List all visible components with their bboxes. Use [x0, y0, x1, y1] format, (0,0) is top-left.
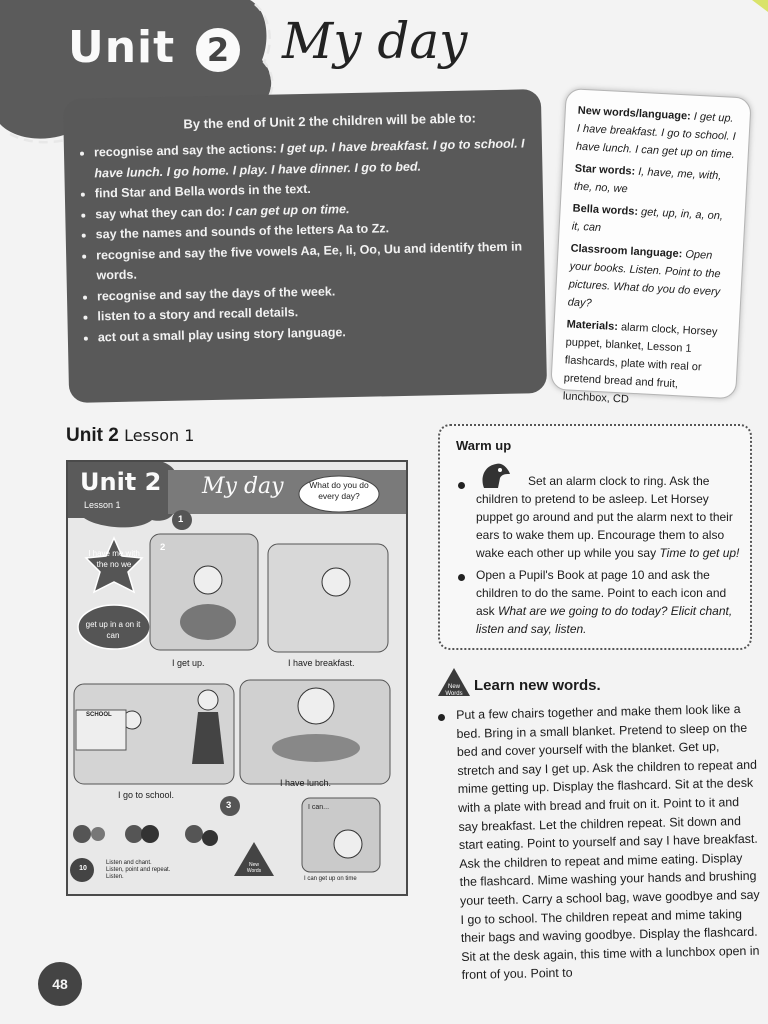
pupil-page-lesson: Lesson 1	[84, 500, 121, 510]
new-words-badge: New Words	[445, 684, 463, 697]
materials: Materials: alarm clock, Horsey puppet, blanket, Lesson 1 flashcards, plate with real or pretend bread and fruit, lunchbox, CD	[562, 318, 718, 406]
school-sign: SCHOOL	[86, 712, 112, 718]
objective-example: I can get up on time.	[228, 201, 350, 219]
star-words-shape: I have me with the no we	[88, 549, 140, 569]
caption-school: I go to school.	[118, 790, 175, 800]
lesson-heading-lesson: Lesson 1	[124, 426, 195, 445]
picture-number: 3	[226, 800, 232, 811]
new-words: New words/language: I get up. I have breakfast. I go to school. I have lunch. I can get up on time.	[575, 104, 736, 161]
objective-text: say what they can do:	[95, 204, 229, 221]
caption-breakfast: I have breakfast.	[288, 658, 355, 668]
unit-number-badge: 2	[196, 28, 240, 72]
unit-title: My day	[282, 12, 468, 70]
objective-text: say the names and sounds of the letters Aa to Zz.	[95, 221, 390, 242]
corner-accent	[752, 0, 768, 12]
bella-words: Bella words: get, up, in, a, on, it, can	[571, 202, 724, 235]
caption-get-up: I get up.	[172, 658, 205, 668]
pupil-book-page-image	[66, 460, 408, 896]
caption-on-time: I can get up on time	[304, 876, 357, 882]
objective-example: I get up. I have breakfast. I go to school. I have lunch. I go home. I play. I have dinner. I go to bed.	[94, 136, 525, 180]
clock-speech-bubble: I can...	[308, 804, 330, 811]
pupil-page-number: 10	[79, 865, 87, 872]
pupil-page-title: My day	[202, 474, 284, 499]
objective-text: find Star and Bella words in the text.	[94, 181, 311, 201]
objective-text: act out a small play using story language.	[97, 324, 346, 344]
language-box	[550, 88, 752, 406]
pupil-page-footer-instructions: Listen and chant. Listen, point and repeat. Listen.	[106, 860, 171, 880]
page-number: 48	[38, 962, 82, 1006]
learn-new-words-heading: Learn new words.	[474, 677, 601, 694]
picture-number: 2	[160, 542, 166, 553]
objective-text: listen to a story and recall details.	[97, 305, 299, 324]
bella-words-shape: get up in a on it can	[85, 620, 141, 640]
bullet-icon	[458, 574, 465, 581]
pupil-page-illustration	[68, 462, 406, 894]
bullet-icon	[458, 482, 465, 489]
pupil-page-speech-bubble: What do you do every day?	[309, 480, 369, 501]
objective-text: recognise and say the actions:	[93, 141, 281, 160]
lesson-heading	[66, 425, 194, 447]
objective-text: recognise and say the five vowels Aa, Ee, Ii, Oo, Uu and identify them in words.	[95, 238, 523, 283]
objective-text: recognise and say the days of the week.	[96, 283, 336, 303]
warm-up-box	[438, 424, 752, 650]
warm-up-heading: Warm up	[456, 438, 512, 453]
warm-up-item: Set an alarm clock to ring. Ask the children to pretend to be asleep. Let Horsey puppet go around and put the alarm next to their ears to wake them up. Encourage them to also wake each other up while you say Time to get up!	[476, 474, 740, 560]
picture-number: 1	[178, 514, 184, 525]
classroom-language: Classroom language: Open your books. Listen. Point to the pictures. What do you do every day?	[567, 242, 721, 310]
objectives-list	[72, 133, 553, 348]
lesson-heading-unit: Unit 2	[66, 425, 119, 446]
caption-lunch: I have lunch.	[280, 778, 332, 788]
unit-label: Unit	[68, 22, 176, 73]
warm-up-item: Open a Pupil's Book at page 10 and ask the children to do the same. Point to each icon and ask What are we going to do today? Elicit chant, listen and say, listen.	[476, 568, 733, 636]
objectives-box	[63, 89, 547, 403]
objectives-heading: By the end of Unit 2 the children will be able to:	[183, 110, 477, 132]
star-words: Star words: I, have, me, with, the, no, we	[573, 162, 722, 196]
learn-new-words-body: Put a few chairs together and make them look like a bed. Bring in a small blanket. Pretend to sleep on the bed and cover yourself with the blanket. Get up, stretch and say I get up. Ask the children to repeat and mime getting up. Display the flashcard. Sit at the desk with a plate with bread and fruit on it. Point to it and say breakfast. Let the children repeat. Sit down and start eating. Point to yourself and say I have breakfast. Ask the children to repeat and mime eating. Display the flashcard. Mime washing your hands and brushing your teeth. Carry a school bag, wave goodbye and say I go to school. The children repeat and mime taking their bags and waving goodbye. Display the flashcard. Sit at the desk again, this time with a lunchbox open in front of you. Point to	[456, 702, 760, 983]
bullet-icon	[438, 714, 445, 721]
pupil-page-unit: Unit 2	[80, 468, 162, 496]
new-words-badge-small: New Words	[246, 862, 262, 874]
